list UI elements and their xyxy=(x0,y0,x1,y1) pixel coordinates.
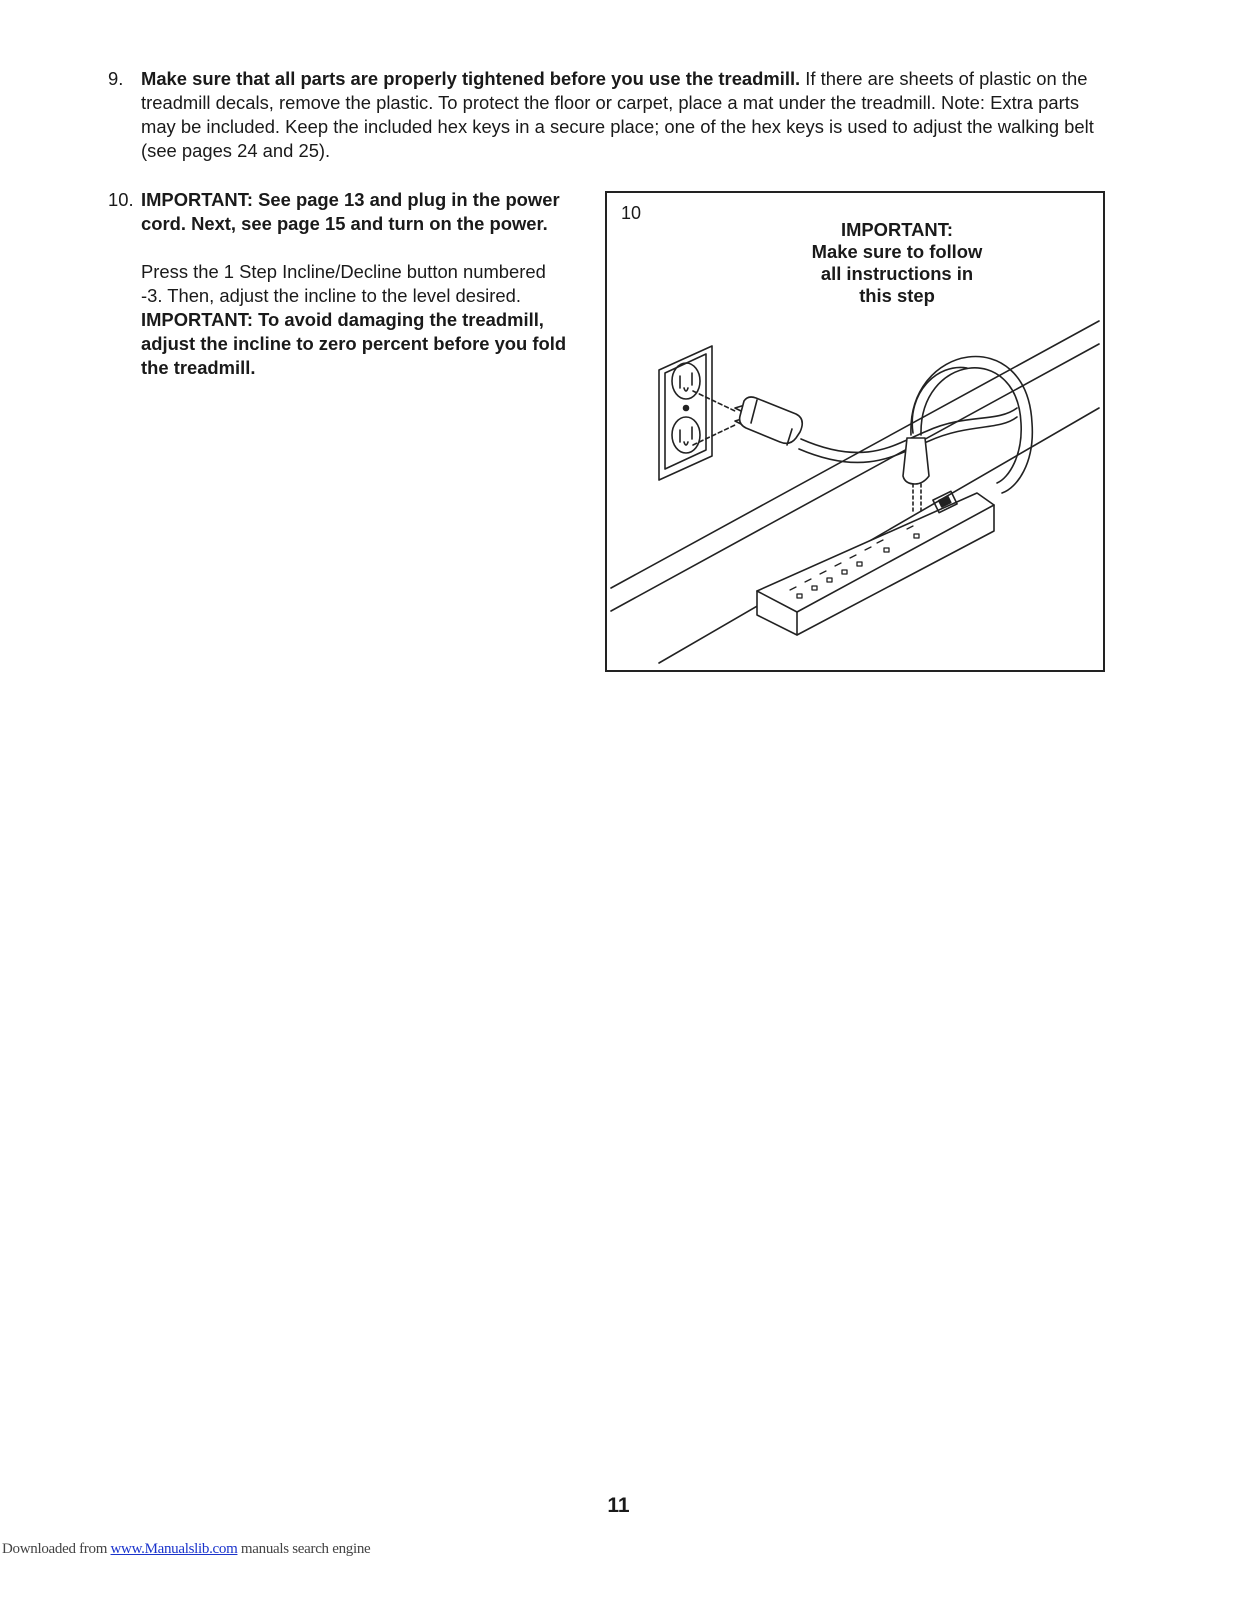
footer-prefix: Downloaded from xyxy=(2,1541,111,1557)
figure-important-note xyxy=(777,219,1017,307)
step-9 xyxy=(108,67,1108,163)
step-number: 9. xyxy=(108,68,124,89)
figure-number: 10 xyxy=(621,203,642,223)
step-10 xyxy=(108,188,568,380)
note-line: IMPORTANT: xyxy=(840,219,954,240)
note-line: Make sure to follow xyxy=(811,241,983,262)
wall-outlet-icon xyxy=(659,346,712,480)
power-strip-plug-icon xyxy=(903,438,929,511)
step-text: Press the 1 Step Incline/Decline button numbered -3. Then, adjust the incline to the level desired. xyxy=(141,261,546,306)
power-strip-icon xyxy=(757,491,994,635)
note-line: this step xyxy=(859,285,935,306)
step-bold-warning: IMPORTANT: To avoid damaging the treadmill, adjust the incline to zero percent before you fold the treadmill. xyxy=(141,309,567,378)
figure-10 xyxy=(605,191,1105,672)
step-body xyxy=(141,67,1108,163)
step-body xyxy=(141,188,568,380)
manualslib-link[interactable]: www.Manualslib.com xyxy=(110,1541,238,1557)
step-number: 10. xyxy=(108,189,134,210)
step-text: If there are sheets of plastic on the treadmill decals, remove the plastic. To protect the floor or carpet, place a mat under the treadmill. Note: Extra parts may be included. Keep the included hex keys in a secure place; one of the hex keys is used to adjust the walking belt (see pages 24 and 25). xyxy=(141,68,1094,161)
plug-icon xyxy=(735,397,802,445)
step-bold-intro: IMPORTANT: See page 13 and plug in the power cord. Next, see page 15 and turn on the power. xyxy=(141,189,560,234)
footer xyxy=(2,1541,370,1558)
footer-suffix: manuals search engine xyxy=(237,1541,371,1557)
step-bold-text: Make sure that all parts are properly tightened before you use the treadmill. xyxy=(141,68,801,89)
note-line: all instructions in xyxy=(820,263,974,284)
page-number: 11 xyxy=(607,1494,630,1517)
